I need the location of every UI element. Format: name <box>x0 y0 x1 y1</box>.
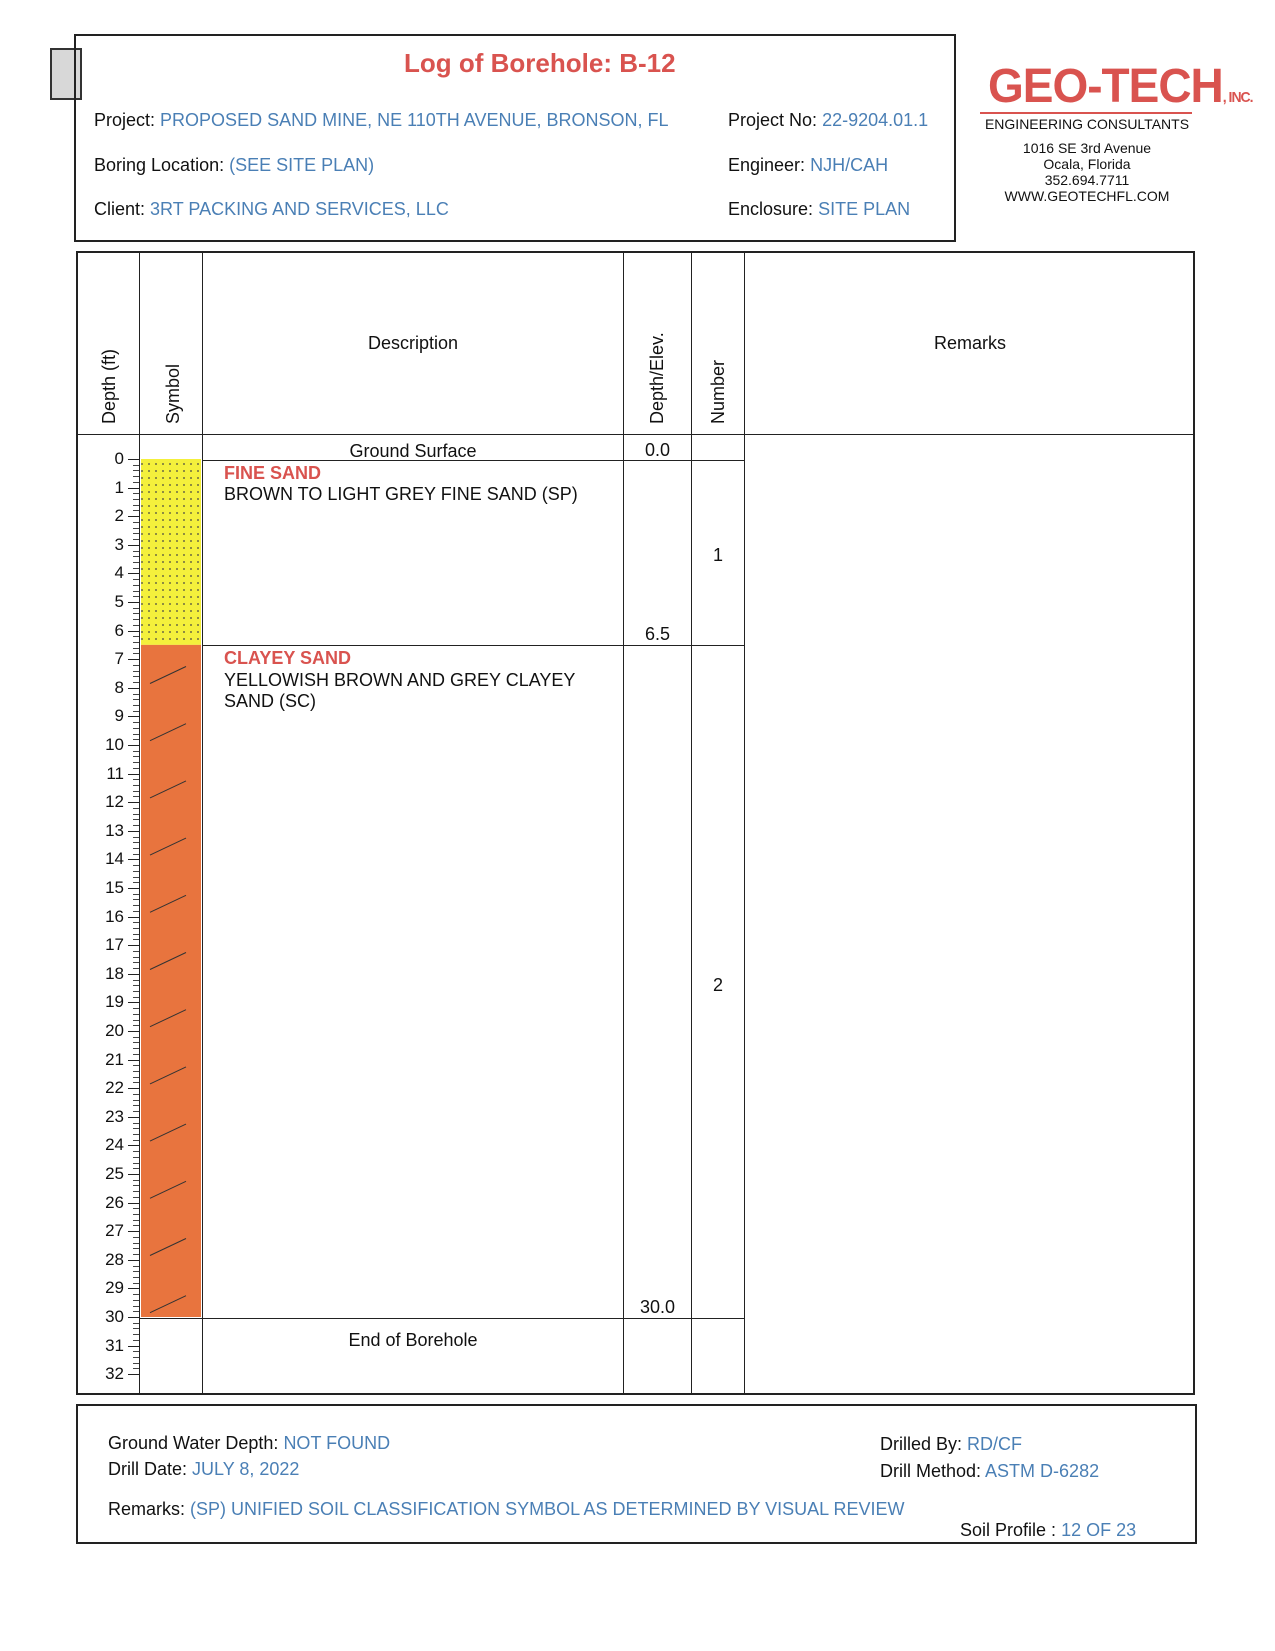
depth-minor-tick <box>133 842 139 843</box>
depth-minor-tick <box>133 676 139 677</box>
depth-tick-label: 15 <box>105 878 124 897</box>
divider-symbol-right <box>202 251 203 1395</box>
depth-tick-label: 26 <box>105 1192 124 1212</box>
depth-major-tick <box>128 802 139 803</box>
depth-minor-tick <box>133 1237 139 1238</box>
depth-minor-tick <box>133 1071 139 1072</box>
depth-minor-tick <box>133 922 139 923</box>
depth-major-tick <box>128 1288 139 1289</box>
drill-date-row <box>108 1459 299 1480</box>
depth-minor-tick <box>133 837 139 838</box>
depth-minor-tick <box>133 1248 139 1249</box>
depth-minor-tick <box>133 1163 139 1164</box>
col-depth-header: Depth (ft) <box>99 348 119 424</box>
depth-tick-label: 19 <box>105 992 124 1012</box>
depth-tick-label: 28 <box>105 1249 124 1269</box>
depth-minor-tick <box>133 1368 139 1369</box>
depth-minor-tick <box>133 1020 139 1021</box>
enclosure-row <box>728 199 910 220</box>
depth-minor-tick <box>133 591 139 592</box>
depth-minor-tick <box>133 722 139 723</box>
depth-minor-tick <box>133 951 139 952</box>
depth-tick-label: 17 <box>105 935 124 955</box>
depth-major-tick <box>128 488 139 489</box>
layer2-description-line1: YELLOWISH BROWN AND GREY CLAYEY <box>224 670 576 690</box>
depth-minor-tick <box>133 997 139 998</box>
depth-major-tick <box>128 1346 139 1347</box>
client-value: 3RT PACKING AND SERVICES, LLC <box>150 199 449 219</box>
depth-minor-tick <box>133 1123 139 1124</box>
depth-minor-tick <box>133 1054 139 1055</box>
depth-major-tick <box>128 1260 139 1261</box>
logo-suffix: , INC. <box>1222 88 1253 105</box>
depth-minor-tick <box>133 711 139 712</box>
depth-tick-label: 6 <box>114 620 124 640</box>
depth-minor-tick <box>133 562 139 563</box>
sample-number-2: 2 <box>712 975 723 995</box>
depth-minor-tick <box>133 1243 139 1244</box>
col-symbol-header: Symbol <box>163 363 183 424</box>
depth-minor-tick <box>133 510 139 511</box>
col-description-header: Description <box>367 333 459 353</box>
depth-minor-tick <box>133 1351 139 1352</box>
divider-depth-right <box>691 251 692 1395</box>
depth-tick-label: 2 <box>114 506 124 526</box>
depth-minor-tick <box>133 1185 139 1186</box>
depth-tick-label: 21 <box>105 1049 124 1069</box>
depth-minor-tick <box>133 1094 139 1095</box>
depth-major-tick <box>128 774 139 775</box>
depth-minor-tick <box>133 505 139 506</box>
depth-minor-tick <box>133 894 139 895</box>
depth-tick-label: 16 <box>105 906 124 926</box>
depth-tick-label: 18 <box>105 963 124 983</box>
depth-minor-tick <box>133 1140 139 1141</box>
depth-tick-label: 13 <box>105 820 124 840</box>
engineer-value: NJH/CAH <box>810 155 889 175</box>
depth-major-tick <box>128 1117 139 1118</box>
depth-minor-tick <box>133 1082 139 1083</box>
depth-minor-tick <box>133 539 139 540</box>
depth-minor-tick <box>133 1311 139 1312</box>
depth-major-tick <box>128 945 139 946</box>
depth-major-tick <box>128 459 139 460</box>
depth-major-tick <box>128 917 139 918</box>
depth-tick-label: 29 <box>105 1278 124 1298</box>
depth-major-tick <box>128 831 139 832</box>
depth-tick-label: 10 <box>105 735 124 754</box>
fine-sand-dots <box>141 459 201 645</box>
depth-minor-tick <box>133 911 139 912</box>
logo-underline <box>980 112 1192 114</box>
depth-minor-tick <box>133 682 139 683</box>
depth-minor-tick <box>133 728 139 729</box>
logo-text: GEO-TECH <box>988 57 1223 113</box>
project-no-value: 22-9204.01.1 <box>822 110 929 130</box>
boring-location-row <box>94 155 374 176</box>
depth-major-tick <box>128 1088 139 1089</box>
drilled-by-row <box>880 1434 1022 1455</box>
depth-minor-tick <box>133 1008 139 1009</box>
layer2-bottom-depth: 30.0 <box>639 1297 676 1317</box>
depth-tick-label: 30 <box>105 1307 124 1326</box>
col-depth-elev-header: Depth/Elev. <box>647 332 667 424</box>
depth-minor-tick <box>133 1180 139 1181</box>
depth-minor-tick <box>133 1134 139 1135</box>
depth-tick-label: 1 <box>114 477 124 497</box>
depth-tick-label: 4 <box>114 563 124 583</box>
depth-minor-tick <box>133 779 139 780</box>
depth-minor-tick <box>133 533 139 534</box>
depth-minor-tick <box>133 871 139 872</box>
depth-tick-label: 14 <box>105 849 124 869</box>
depth-minor-tick <box>133 642 139 643</box>
depth-minor-tick <box>133 1037 139 1038</box>
depth-tick-label: 12 <box>105 792 124 812</box>
project-no-label: Project No: <box>728 110 818 130</box>
depth-minor-tick <box>133 1042 139 1043</box>
depth-minor-tick <box>133 568 139 569</box>
soil-profile-label: Soil Profile : <box>960 1520 1057 1540</box>
drill-method-row <box>880 1461 1099 1482</box>
depth-minor-tick <box>133 756 139 757</box>
depth-minor-tick <box>133 1048 139 1049</box>
depth-minor-tick <box>133 671 139 672</box>
depth-tick-label: 9 <box>114 706 124 726</box>
depth-minor-tick <box>133 499 139 500</box>
depth-major-tick <box>128 888 139 889</box>
groundwater-row <box>108 1433 390 1454</box>
depth-tick-label: 0 <box>114 449 124 468</box>
depth-major-tick <box>128 1374 139 1375</box>
depth-minor-tick <box>133 1220 139 1221</box>
depth-minor-tick <box>133 556 139 557</box>
depth-minor-tick <box>133 1208 139 1209</box>
depth-minor-tick <box>133 476 139 477</box>
depth-tick-label: 22 <box>105 1078 124 1098</box>
depth-minor-tick <box>133 980 139 981</box>
depth-major-tick <box>128 1031 139 1032</box>
log-table <box>76 251 1195 1395</box>
depth-minor-tick <box>133 1266 139 1267</box>
depth-minor-tick <box>133 751 139 752</box>
depth-tick-label: 25 <box>105 1164 124 1183</box>
company-tagline: ENGINEERING CONSULTANTS <box>984 116 1190 132</box>
depth-minor-tick <box>133 1328 139 1329</box>
depth-minor-tick <box>133 1157 139 1158</box>
divider-description-right <box>623 251 624 1395</box>
depth-major-tick <box>128 716 139 717</box>
depth-minor-tick <box>133 808 139 809</box>
engineer-row <box>728 155 888 176</box>
depth-tick-label: 7 <box>114 649 124 669</box>
depth-tick-label: 11 <box>106 763 124 783</box>
depth-minor-tick <box>133 1225 139 1226</box>
depth-major-tick <box>128 602 139 603</box>
depth-minor-tick <box>133 768 139 769</box>
sample-number-1: 1 <box>712 545 723 565</box>
company-website: WWW.GEOTECHFL.COM <box>1004 188 1170 204</box>
divider-number-right <box>744 251 745 1395</box>
company-address2: Ocala, Florida <box>1043 156 1131 172</box>
depth-minor-tick <box>133 694 139 695</box>
boring-location-value: (SEE SITE PLAN) <box>229 155 375 175</box>
layer2-title: CLAYEY SAND <box>224 648 352 668</box>
depth-minor-tick <box>133 785 139 786</box>
drill-date-label: Drill Date: <box>108 1459 188 1479</box>
depth-major-tick <box>128 1317 139 1318</box>
depth-major-tick <box>128 1203 139 1204</box>
soil-layer-fill <box>141 645 201 1317</box>
depth-minor-tick <box>133 934 139 935</box>
depth-minor-tick <box>133 848 139 849</box>
depth-minor-tick <box>133 1277 139 1278</box>
depth-minor-tick <box>133 957 139 958</box>
col-remarks-header: Remarks <box>933 333 1006 353</box>
depth-minor-tick <box>133 596 139 597</box>
depth-major-tick <box>128 659 139 660</box>
depth-minor-tick <box>133 734 139 735</box>
depth-minor-tick <box>133 1254 139 1255</box>
depth-minor-tick <box>133 939 139 940</box>
page-title: Log of Borehole: B-12 <box>404 48 676 78</box>
header-row-divider <box>76 434 1195 435</box>
company-phone: 352.694.7711 <box>1044 172 1130 188</box>
end-of-borehole-label: End of Borehole <box>348 1330 478 1350</box>
ground-surface-label: Ground Surface <box>349 441 477 461</box>
ground-depth-label: 0.0 <box>644 440 671 460</box>
depth-tick-label: 5 <box>114 592 124 611</box>
depth-minor-tick <box>133 1151 139 1152</box>
depth-minor-tick <box>133 653 139 654</box>
depth-minor-tick <box>133 1300 139 1301</box>
boring-location-label: Boring Location: <box>94 155 225 175</box>
depth-minor-tick <box>133 985 139 986</box>
ground-surface-line <box>203 460 744 461</box>
depth-minor-tick <box>133 705 139 706</box>
company-address1: 1016 SE 3rd Avenue <box>1022 140 1152 156</box>
depth-major-tick <box>128 631 139 632</box>
depth-minor-tick <box>133 625 139 626</box>
depth-major-tick <box>128 516 139 517</box>
soil-profile-value: 12 OF 23 <box>1061 1520 1137 1540</box>
groundwater-value: NOT FOUND <box>283 1433 391 1453</box>
depth-minor-tick <box>133 739 139 740</box>
depth-minor-tick <box>133 865 139 866</box>
depth-minor-tick <box>133 1065 139 1066</box>
depth-minor-tick <box>133 854 139 855</box>
depth-major-tick <box>128 1174 139 1175</box>
drill-method-label: Drill Method: <box>880 1461 982 1481</box>
depth-minor-tick <box>133 825 139 826</box>
project-label: Project: <box>94 110 156 130</box>
depth-minor-tick <box>133 608 139 609</box>
depth-minor-tick <box>133 470 139 471</box>
depth-major-tick <box>128 1002 139 1003</box>
depth-minor-tick <box>133 968 139 969</box>
client-label: Client: <box>94 199 146 219</box>
depth-tick-label: 24 <box>105 1135 124 1155</box>
depth-major-tick <box>128 1231 139 1232</box>
depth-minor-tick <box>133 905 139 906</box>
depth-minor-tick <box>133 1294 139 1295</box>
drilled-by-value: RD/CF <box>967 1434 1023 1454</box>
project-no-row <box>728 110 928 131</box>
layer1-description: BROWN TO LIGHT GREY FINE SAND (SP) <box>224 484 578 504</box>
depth-major-tick <box>128 745 139 746</box>
depth-tick-label: 20 <box>105 1021 124 1040</box>
depth-minor-tick <box>133 1197 139 1198</box>
depth-tick-label: 23 <box>105 1106 124 1126</box>
drill-date-value: JULY 8, 2022 <box>192 1459 300 1479</box>
depth-minor-tick <box>133 928 139 929</box>
depth-minor-tick <box>133 1025 139 1026</box>
enclosure-label: Enclosure: <box>728 199 814 219</box>
depth-minor-tick <box>133 899 139 900</box>
depth-major-tick <box>128 1145 139 1146</box>
depth-minor-tick <box>133 465 139 466</box>
depth-minor-tick <box>133 1363 139 1364</box>
depth-minor-tick <box>133 1191 139 1192</box>
layer1-title: FINE SAND <box>224 463 322 483</box>
depth-tick-label: 8 <box>114 677 124 697</box>
depth-minor-tick <box>133 1306 139 1307</box>
layer1-bottom-line <box>203 645 744 646</box>
remarks-value: (SP) UNIFIED SOIL CLASSIFICATION SYMBOL AS DETERMINED BY VISUAL REVIEW <box>190 1499 905 1519</box>
depth-tick-label: 3 <box>114 534 124 554</box>
depth-minor-tick <box>133 1214 139 1215</box>
depth-minor-tick <box>133 1323 139 1324</box>
depth-minor-tick <box>133 819 139 820</box>
depth-minor-tick <box>133 1168 139 1169</box>
depth-tick-label: 27 <box>105 1221 124 1241</box>
layer1-bottom-depth: 6.5 <box>644 624 671 644</box>
depth-minor-tick <box>133 791 139 792</box>
depth-minor-tick <box>133 1340 139 1341</box>
depth-minor-tick <box>133 579 139 580</box>
depth-minor-tick <box>133 699 139 700</box>
depth-minor-tick <box>133 528 139 529</box>
depth-minor-tick <box>133 648 139 649</box>
depth-minor-tick <box>133 1283 139 1284</box>
depth-tick-label: 31 <box>105 1335 124 1355</box>
depth-minor-tick <box>133 962 139 963</box>
col-number-header: Number <box>708 359 728 424</box>
soil-symbol-column <box>140 0 202 1400</box>
depth-minor-tick <box>133 796 139 797</box>
depth-minor-tick <box>133 1128 139 1129</box>
depth-minor-tick <box>133 762 139 763</box>
depth-minor-tick <box>133 814 139 815</box>
depth-minor-tick <box>133 1357 139 1358</box>
depth-minor-tick <box>133 1077 139 1078</box>
end-of-borehole-line <box>140 1318 744 1319</box>
depth-minor-tick <box>133 877 139 878</box>
depth-minor-tick <box>133 665 139 666</box>
depth-minor-tick <box>133 493 139 494</box>
depth-minor-tick <box>133 585 139 586</box>
groundwater-label: Ground Water Depth: <box>108 1433 279 1453</box>
depth-minor-tick <box>133 522 139 523</box>
engineer-label: Engineer: <box>728 155 806 175</box>
depth-major-tick <box>128 688 139 689</box>
remarks-row <box>108 1499 905 1520</box>
depth-minor-tick <box>133 551 139 552</box>
depth-minor-tick <box>133 1334 139 1335</box>
depth-major-tick <box>128 974 139 975</box>
depth-minor-tick <box>133 619 139 620</box>
project-value: PROPOSED SAND MINE, NE 110TH AVENUE, BRONSON, FL <box>160 110 669 130</box>
soil-profile-row <box>960 1520 1136 1541</box>
depth-minor-tick <box>133 882 139 883</box>
depth-minor-tick <box>133 1271 139 1272</box>
depth-minor-tick <box>133 613 139 614</box>
depth-minor-tick <box>133 1111 139 1112</box>
layer2-description-line2: SAND (SC) <box>224 691 317 711</box>
depth-minor-tick <box>133 482 139 483</box>
depth-minor-tick <box>133 1014 139 1015</box>
depth-major-tick <box>128 545 139 546</box>
depth-minor-tick <box>133 991 139 992</box>
depth-minor-tick <box>133 1100 139 1101</box>
depth-tick-label: 32 <box>105 1364 124 1384</box>
drilled-by-label: Drilled By: <box>880 1434 963 1454</box>
depth-major-tick <box>128 573 139 574</box>
remarks-label: Remarks: <box>108 1499 186 1519</box>
depth-minor-tick <box>133 1105 139 1106</box>
enclosure-value: SITE PLAN <box>818 199 911 219</box>
drill-method-value: ASTM D-6282 <box>985 1461 1100 1481</box>
company-logo <box>988 57 1253 114</box>
depth-major-tick <box>128 1060 139 1061</box>
depth-minor-tick <box>133 636 139 637</box>
depth-major-tick <box>128 859 139 860</box>
